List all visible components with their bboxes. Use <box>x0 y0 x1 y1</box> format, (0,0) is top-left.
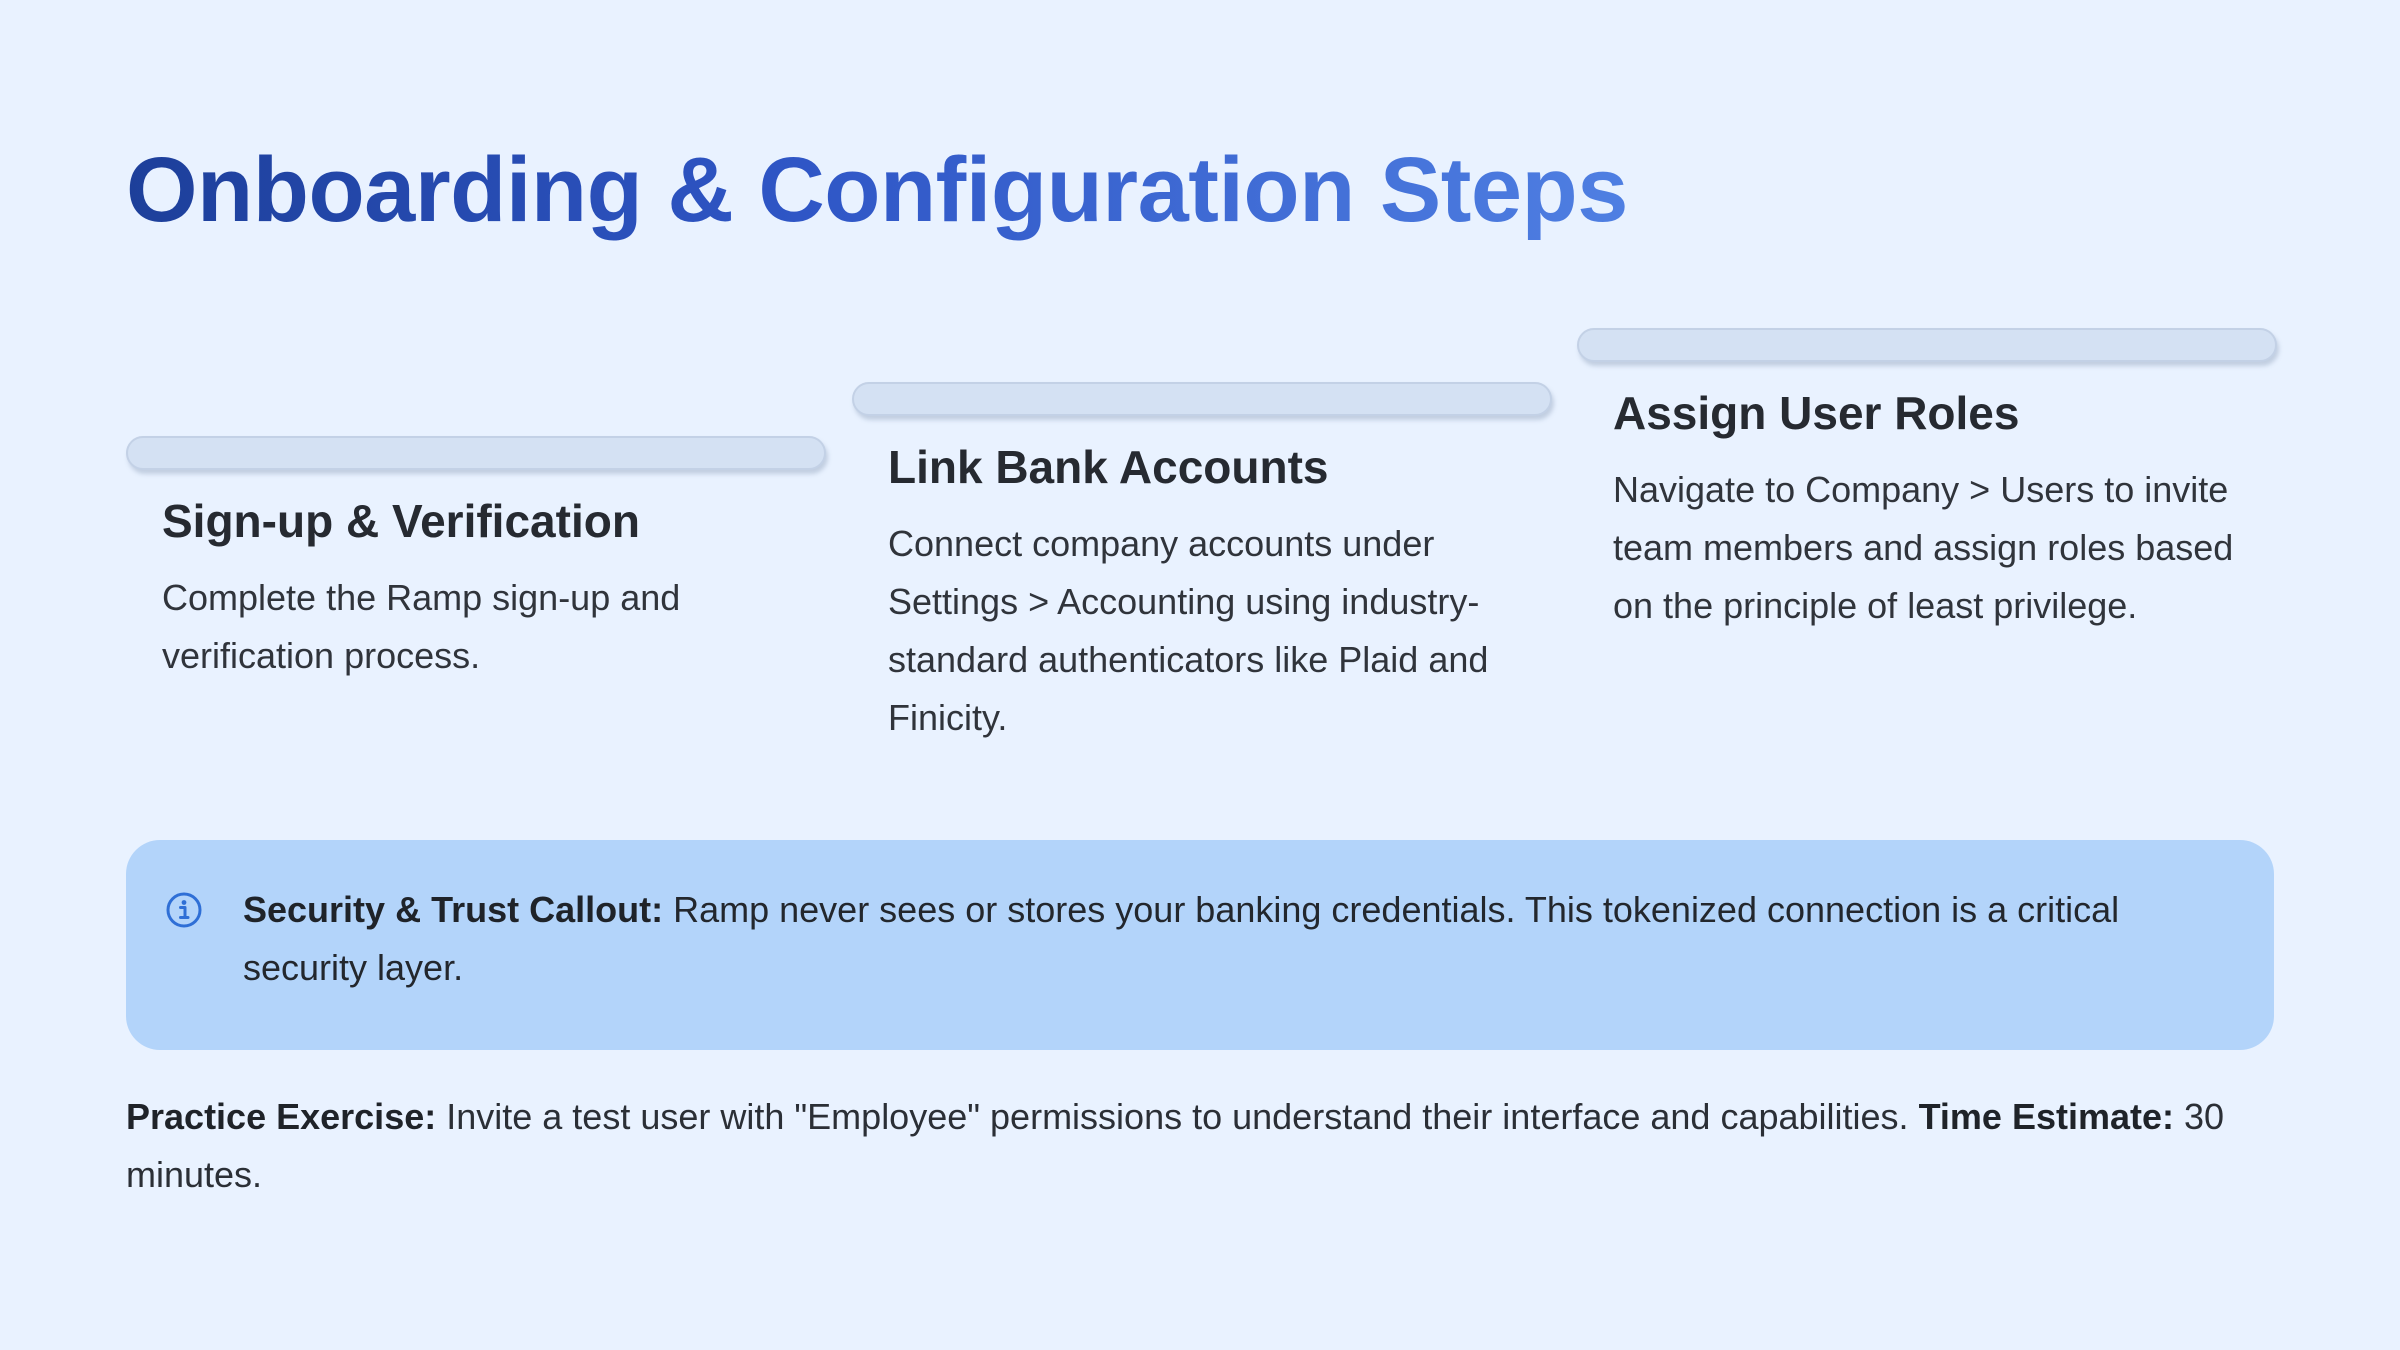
step-card-link-bank <box>852 382 1552 747</box>
callout-body: Ramp never sees or stores your banking credentials. This tokenized connection is a critical security layer. <box>243 889 2120 988</box>
step-title: Assign User Roles <box>1613 387 2020 439</box>
step-title: Sign-up & Verification <box>162 495 640 547</box>
step-bar <box>852 382 1552 416</box>
practice-exercise <box>126 1088 2286 1204</box>
practice-label: Practice Exercise: <box>126 1096 437 1137</box>
info-icon <box>164 890 204 930</box>
step-bar <box>126 436 826 470</box>
step-card-assign-roles <box>1577 328 2277 635</box>
page-title: Onboarding & Configuration Steps <box>126 139 1628 241</box>
step-description: Complete the Ramp sign-up and verification process. <box>162 577 681 677</box>
step-card-signup <box>126 436 826 685</box>
step-description: Navigate to Company > Users to invite team members and assign roles based on the principle of least privilege. <box>1613 469 2234 627</box>
step-bar <box>1577 328 2277 362</box>
time-estimate-value: 30 minutes. <box>126 1096 2225 1195</box>
step-title: Link Bank Accounts <box>888 441 1329 493</box>
practice-text: Invite a test user with "Employee" permissions to understand their interface and capabilities. <box>446 1096 1909 1137</box>
security-callout <box>126 840 2274 1050</box>
step-description: Connect company accounts under Settings > Accounting using industry-standard authenticators like Plaid and Finicity. <box>888 523 1489 739</box>
callout-text <box>243 881 2243 997</box>
time-estimate-label: Time Estimate: <box>1918 1096 2174 1137</box>
callout-label: Security & Trust Callout: <box>243 889 664 930</box>
